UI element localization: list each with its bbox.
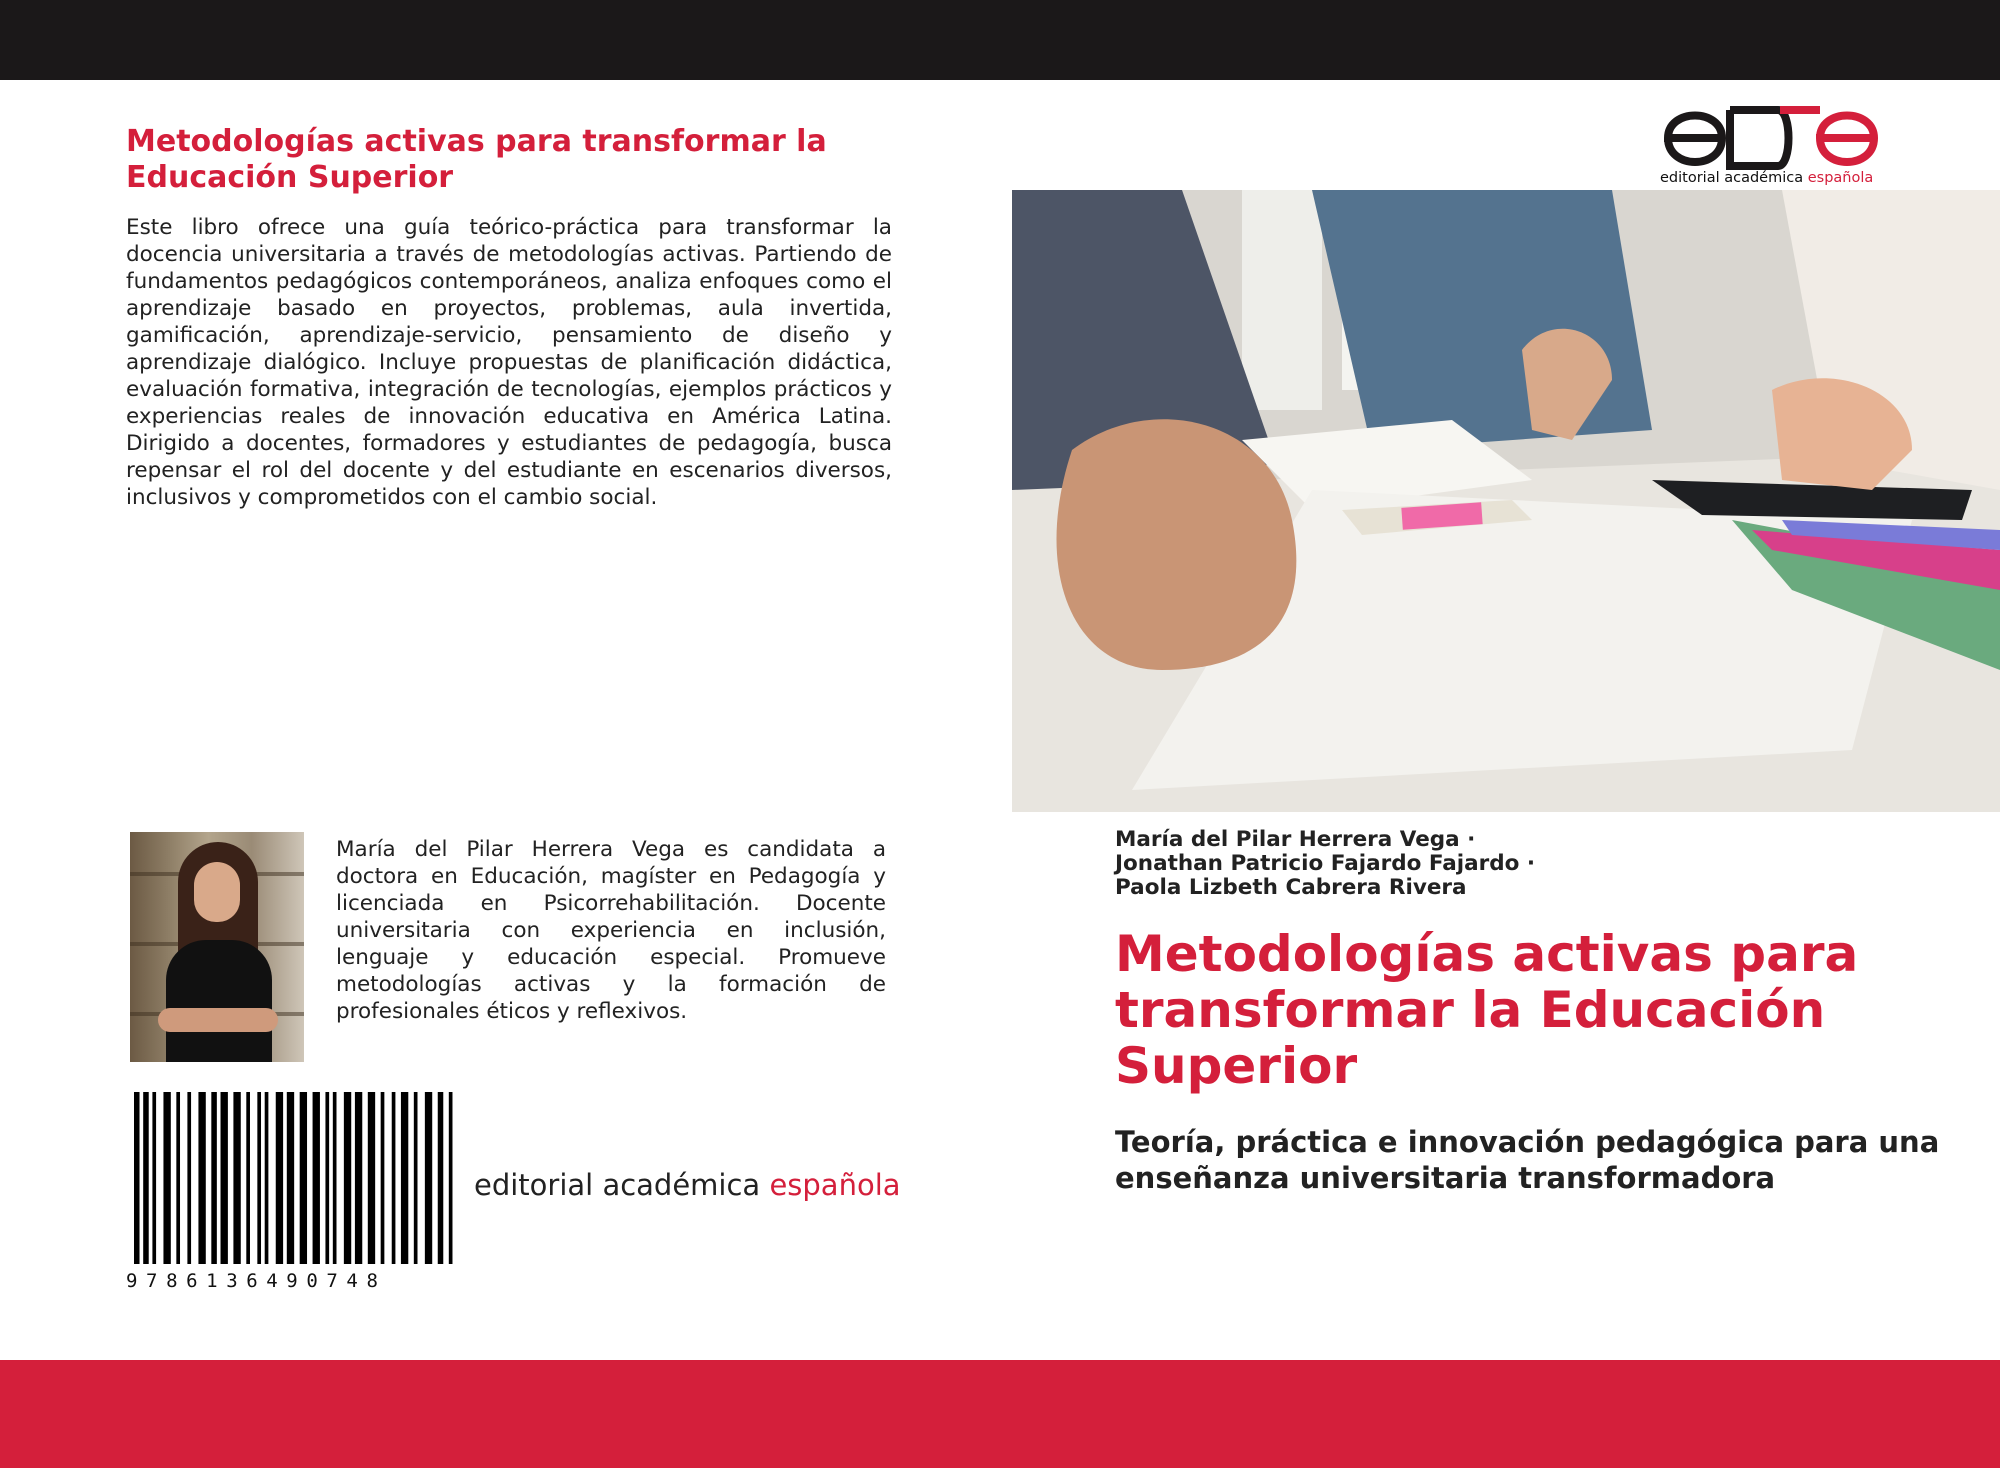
- front-cover-subtitle: Teoría, práctica e innovación pedagógica para una enseñanza universitaria transformadora: [1115, 1125, 1940, 1195]
- barcode-bar: [257, 1092, 261, 1264]
- barcode-bar: [300, 1092, 307, 1264]
- authors-list: [1115, 828, 1535, 900]
- barcode-bar: [438, 1092, 444, 1264]
- barcode-bar: [198, 1092, 205, 1264]
- barcode-bar: [313, 1092, 320, 1264]
- barcode-bar: [381, 1092, 385, 1264]
- top-bar: [0, 0, 2000, 80]
- isbn-digits: 9786136490748: [126, 1270, 387, 1292]
- barcode-bar: [392, 1092, 396, 1264]
- barcode-bar: [163, 1092, 170, 1264]
- barcode-bar: [211, 1092, 217, 1264]
- front-cover-title: Metodologías activas para transformar la Educación Superior: [1115, 925, 1859, 1095]
- barcode-bar: [414, 1092, 418, 1264]
- barcode-bar: [368, 1092, 375, 1264]
- author-dress: [166, 940, 272, 1062]
- logo-text: [1660, 170, 1873, 186]
- author-name: Paola Lizbeth Cabrera Rivera: [1115, 875, 1467, 900]
- barcode-bar: [287, 1092, 294, 1264]
- cover-photo: [1012, 190, 2000, 812]
- publisher-name-accent: española: [769, 1168, 901, 1202]
- back-cover-title: Metodologías activas para transformar la Educación Superior: [126, 124, 827, 195]
- barcode-bar: [333, 1092, 337, 1264]
- author-face: [194, 862, 240, 922]
- back-cover-blurb: Este libro ofrece una guía teórico-práctica para transformar la docencia universitaria a través de metodologías activas. Partiendo de fundamentos pedagógicos contemporáneos, analiza enfoques como el aprendizaje basado en proyectos, problemas, aula invertida, gamificación, aprendizaje-servicio, pensamiento de diseño y aprendizaje dialógico. Incluye propuestas de planificación didáctica, evaluación formativa, integración de tecnologías, ejemplos prácticos y experiencias reales de innovación educativa en América Latina. Dirigido a docentes, formadores y estudiantes de pedagogía, busca repensar el rol del docente y del estudiante en escenarios diversos, inclusivos y comprometidos con el cambio social.: [126, 215, 892, 510]
- barcode-bar: [449, 1092, 453, 1264]
- barcode-bar: [134, 1092, 140, 1264]
- author-bio: María del Pilar Herrera Vega es candidata a doctora en Educación, magíster en Pedagogía y licenciada en Psicorrehabilitación. Docente universitaria con experiencia en inclusión, lenguaje y educación especial. Promueve metodologías activas y la formación de profesionales éticos y reflexivos.: [336, 837, 886, 1024]
- barcode: [134, 1092, 458, 1282]
- cover-photo-illustration: [1012, 190, 2000, 812]
- author-photo: [130, 832, 304, 1062]
- barcode-bar: [276, 1092, 283, 1264]
- barcode-bar: [187, 1092, 191, 1264]
- logo-text-accent: española: [1807, 170, 1874, 186]
- barcode-bar: [143, 1092, 149, 1264]
- barcode-bar: [401, 1092, 408, 1264]
- author-arms: [158, 1008, 278, 1032]
- barcode-bar: [355, 1092, 362, 1264]
- barcode-bar: [425, 1092, 432, 1264]
- barcode-bar: [176, 1092, 180, 1264]
- author-name: Jonathan Patricio Fajardo Fajardo ·: [1115, 851, 1536, 876]
- barcode-bar: [265, 1092, 269, 1264]
- publisher-name-plain: editorial académica: [474, 1168, 770, 1202]
- barcode-bar: [221, 1092, 228, 1264]
- barcode-bar: [246, 1092, 250, 1264]
- barcode-bar: [152, 1092, 156, 1264]
- barcode-bar: [325, 1092, 329, 1264]
- barcode-bar: [344, 1092, 351, 1264]
- author-name: María del Pilar Herrera Vega ·: [1115, 827, 1476, 852]
- barcode-bar: [233, 1092, 240, 1264]
- bottom-bar: [0, 1360, 2000, 1468]
- logo-text-plain: editorial académica: [1660, 170, 1808, 186]
- back-publisher-name: [474, 1168, 901, 1202]
